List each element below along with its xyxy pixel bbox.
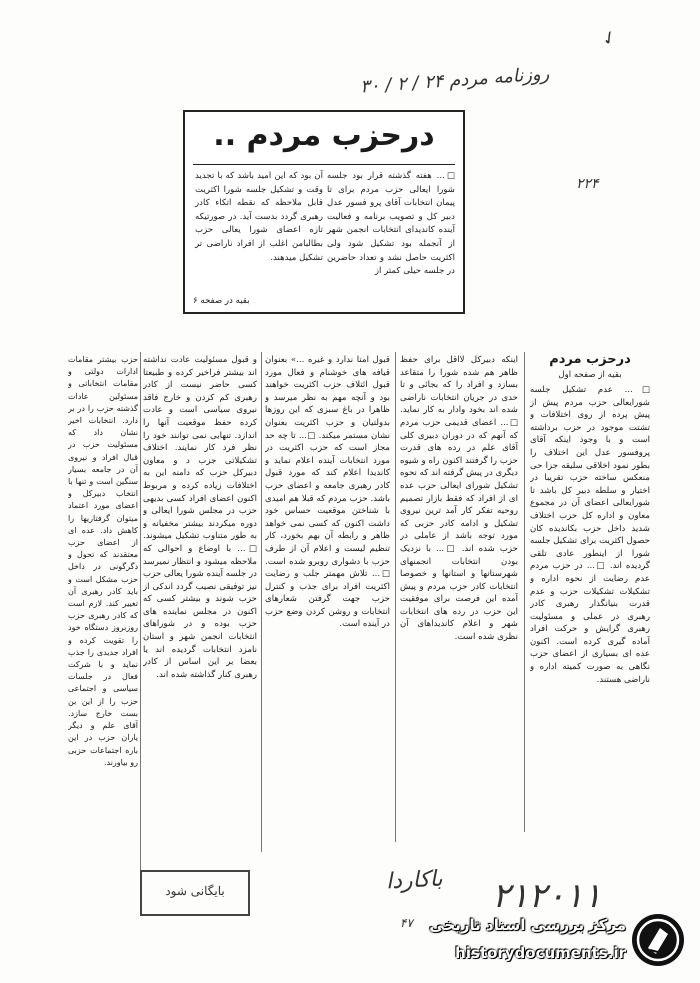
article-heading: درحزب مردم — [549, 352, 631, 367]
article-column-3: قبول امتا ندارد و غیره ...» بعنوان قیافه های خوشنام و فعال مورد قبول ائتلاف حزب اکثریت خواهند بود و آنچه مهم به نظر میرسد و ظاهرا در باغ سبزی که این روزها بدولتیان و حزب اکثریت بعنوان نشان مستمر میکند. □... تا چه حد مجاز است که حزب اکثریت در مورد انتخابات آینده اعلام نماید و کاندیدا اعلام کند که مورد قبول کادر رهبری جامعه و اعضای حزب باشد. حزب مردم که قبلا هم امیدی با شناختن موقعیت حساس خود داشت اکنون که کسی نمی خواهد ظاهر و رابطه آن بهم بخورد، کار تنظیم لیست و اعلام آن از طرف حزب با دشواری روبرو شده است. □... تلاش مهمتر جلب و رضایت اکثریت افراد برای جذب و کنترل حزب جهت گرفتن شعارهای انتخابات و روشن کردن وضع حزب در آینده است. — [265, 355, 390, 630]
clipping-divider — [193, 164, 455, 165]
clipping-column-right: □... هفته گذشته قرار بود جلسه شورا ایعالی حزب مردم برای تا پیمان انتخابات آقای پرو فسور عدل دبیر کل و تصویب برنامه و فعالیت آینده کاندیدای انتخابات انجمن شهر از آنجمله بود تشکیل شود ولی اکثریت حاصل نشد و تعداد حاضرین در جلسه حیلی کمتر از — [327, 171, 455, 277]
article-column-1: □... عدم تشکیل جلسه شورایعالی حزب مردم پیش از پیش پرده از روی اختلافات و تشتت موجود در حزب برداشته است و با وجود اینکه آقای پروفسور عدل این اختلاف را بطور نمود اخلاقی سلیقه جزا حی منعکس ساخته حزب تقریبا در اختیار و سلطه دبیر کل باشد تا شورایعالی اعضای آن در مجموع معاون و اداره کل حزب اختلاف شدید داخل حزب بکاندیده کان حصول اکثریت برای تشکیل جلسه شورا از اینطور عادی تلقی گردیده اند. □... در حزب مردم عدم رضایت از نحوه اداره و تشکیلات تشکیلات حزب و عدم قدرت بنیانگذار رهبری کادر رهبری در عملی و مسئولیت رهبری گرایش و حرکت افراد آماده گیری کرده است. اکنون عده ای بسیاری از اعضای حزب نگاهی به صورت کمیته اداره و ناراضی هستند. — [530, 385, 650, 685]
archive-scroll-icon — [630, 912, 686, 968]
clipping-column-left: آن بود که این امید باشد که با تجدید وقت و تشکیل جلسه شورا اکثریت قابل ملاحظه که نقطه اتکاء کادر رهبری گردد بدست آید. در صورتیکه تازه اعضای شورا یعالی حزب بطالبامن اغلب از افراد ناراضی تر تشکیل میدهند. — [195, 171, 323, 263]
stamp-text: بایگانی شود — [165, 884, 225, 898]
column-divider — [524, 352, 525, 832]
handwritten-sub-mark: ۴۷ — [400, 916, 413, 930]
column-divider — [395, 352, 396, 842]
handwritten-document-number: ۲۱۲۰۱۱ — [492, 876, 602, 916]
clipping-title: درحزب مردم .. — [213, 118, 435, 153]
newspaper-clipping — [183, 110, 465, 314]
handwritten-signature: باکاردا — [385, 866, 444, 895]
article-column-4: و قبول مسئولیت عادت نداشته اند بیشتر فراخیر کرده و طبیعتا کسی حاضر نیست از کادر رهبری کم کردن و خارج فاقد نیروی سیاسی است و عادت کرده حفظ موقعیت آنها را اندازد. تنهایی نمی توانند خود را نظر فرد کار نمایند. اختلاف تشکیلاتی جزب د و معاون دبیرکل حزب که دامنه این به اختلافات زیاده کرده و مربوط اکنون اعضای افراد کسی بدیهی حزب در مجلس شورا ایعالی و دوره میکردند بیشتر مخفیانه و به طور متناوب تشکیل میشوند. □... با اوضاع و احوالی که ملاحظه میشود و انتظار نمیرسد در جلسه آینده شورا یعالی حزب نیز توفیقی نصیب گردد اندکی از حزب شوند و بیشتر کسی که اکنون در مجلس نماینده های حزب بوده و در شوراهای انتخابات انجمن شهر و استان نامزد انتخابات گردیده اند یا بعضا بر این اساس از کادر رهبری کنار گذاشته شده اند. — [143, 355, 257, 680]
column-divider — [140, 352, 141, 872]
handwritten-margin-note: ۲۲۴ — [576, 176, 599, 192]
article-column-5: حزب بیشتر مقامات ادارات دولتی و مقامات انتخاباتی و مسئولین عادات گذشته حزب را در بر دارد. انتخابات اخیر نشان داد که مسئولیت حزب در قبال افراد و نیروی آن در جامعه بسیار سنگین است و تنها با انتخاب دبیرکل و اعضای مورد اعتماد میتوان گرفتاریها را کاهش داد. عده ای از اعضای حزب معتقدند که تحول و دگرگونی در داخل حزب مشکل است و باید کادر رهبری آن تغییر کند. لازم است که کادر رهبری حزب روزبروز دستگاه خود را تقویت کرده و افراد جدیدی را جذب نماید و با شرکت فعال در جلسات سیاسی و اجتماعی حزب را از این بن بست خارج سازد. آقای علم و دیگر یاران حزب در این باره اجتماعات حزبی رو بیاورند. — [68, 355, 138, 767]
column-divider — [261, 352, 262, 852]
article-column-2: اینکه دبیرکل لااقل برای حفظ ظاهر هم شده شورا را متقاعد بسازد و افراد را که بجائی و تا حدی در جریان انتخابات ناراضی شده اند بخود وادار به کار نماید. □... اعضای قدیمی حزب مردم که آنهم که در دوران دبیری کلی آقای علم در رده های قدرت حزب را گرفتند اکنون راه و شیوه دیگری در پیش گرفته اند که نحوه تشکیل شورای ایعالی حزب عده ای از افراد که فقط بازار تصمیم روحیه تفکر کار آمد ترین نیروی تشکیل و ادامه کادر حزبی که مورد توجه باشد از عاملی در حزب شده اند. □... با نزدیک بودن انتخابات انجمنهای شهرستانها و استانها و خصوصا انتخابات کادر حزب مردم و پیش آمده این فرصت برای موفقیت این حزب در رده های انتخابات شهر و اعلام کاندیداهای آن نظری شده است. — [400, 355, 518, 643]
corner-check-mark: ✓ — [597, 25, 622, 52]
article-subheading: بقیه از صفحه اول — [558, 370, 622, 380]
archive-stamp — [140, 870, 250, 916]
watermark-url: historydocuments.ir — [455, 944, 626, 962]
watermark-title: مرکز بررسی اسناد تاریخی — [429, 916, 626, 934]
handwritten-source-note: روزنامه مردم ۲۴ / ۲ / ۳۰ — [359, 63, 550, 98]
continued-on-page-note: بقیه در صفحه ۶ — [193, 296, 250, 306]
